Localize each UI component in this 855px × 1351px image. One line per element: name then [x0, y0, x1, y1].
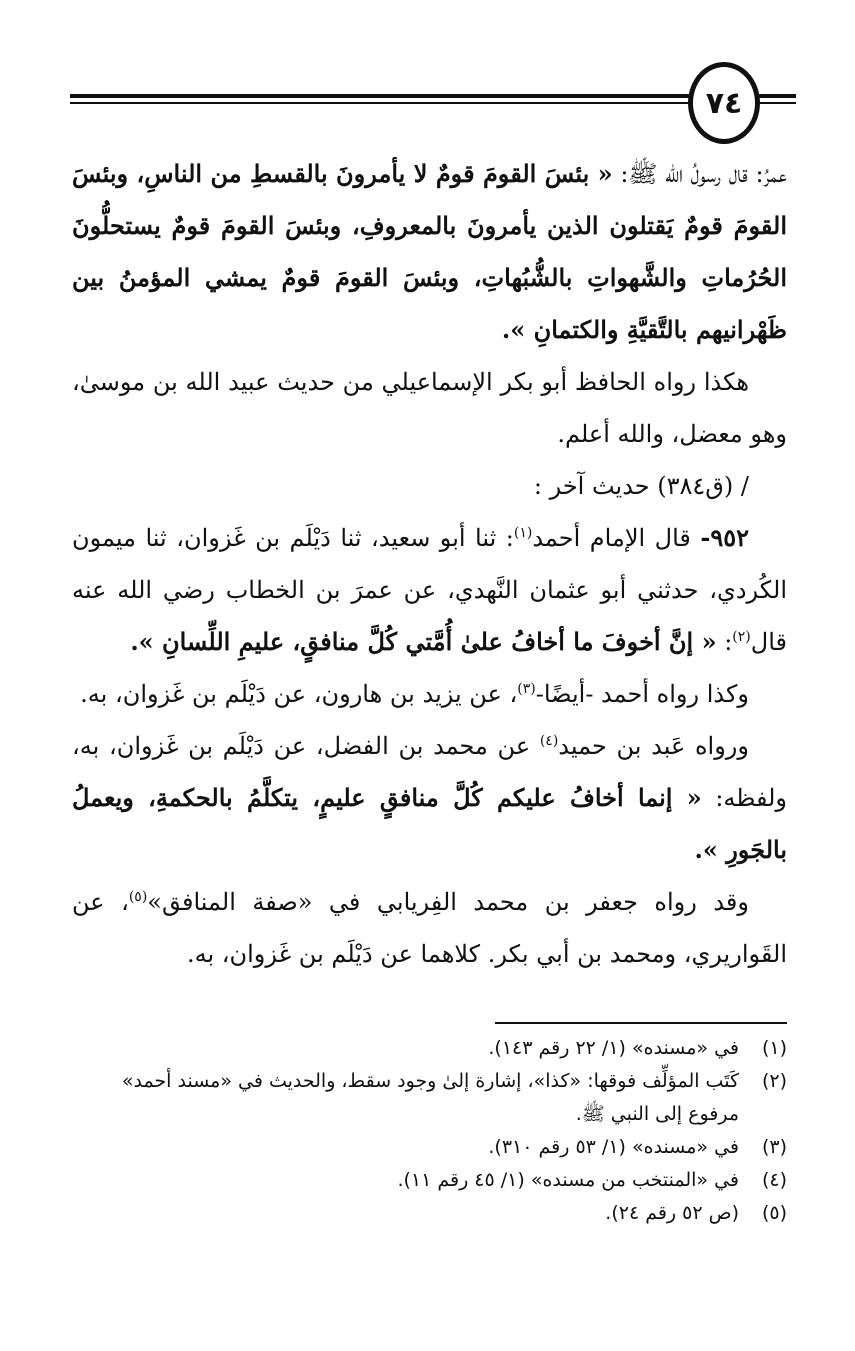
footnote-text: في «مسنده» (١/ ٥٣ رقم ٣١٠).: [488, 1136, 739, 1158]
paragraph-6: ورواه عَبد بن حميد$^{(٤)}$ عن محمد بن الفضل، عن دَيْلَم بن غَزوان، به، ولفظه: « إنما أخافُ عليكم كُلَّ منافقٍ عليمٍ، يتكلَّمُ بالحكمةِ، ويعملُ بالجَورِ ».: [72, 732, 788, 864]
header-rule-left-thin: [70, 102, 694, 104]
footnote-text: في «مسنده» (١/ ٢٢ رقم ١٤٣).: [488, 1037, 739, 1059]
footnote-number: (٤): [761, 1169, 787, 1191]
paragraph-5: وكذا رواه أحمد -أيضًا-$^{(٣)}$، عن يزيد بن هارون، عن دَيْلَم بن غَزوان، به.: [80, 680, 749, 708]
paragraph-2: هكذا رواه الحافظ أبو بكر الإسماعيلي من حديث عبيد الله بن موسىٰ، وهو معضل، والله أعلم.: [72, 368, 787, 448]
footnote-item: [72, 1065, 787, 1131]
hadith-quote-2: « إنَّ أخوفَ ما أخافُ علىٰ أُمَّتي كُلَّ منافقٍ، عليمِ اللِّسانِ ».: [130, 627, 717, 656]
footnote-item: [72, 1131, 787, 1164]
footnote-number: (٣): [761, 1136, 787, 1158]
hadith-quote-3: « إنما أخافُ عليكم كُلَّ منافقٍ عليمٍ، يتكلَّمُ بالحكمةِ، ويعملُ بالجَورِ ».: [72, 783, 787, 864]
footnote-ref-4[interactable]: (٤): [539, 733, 559, 749]
paragraph-7: وقد رواه جعفر بن محمد الفِريابي في «صفة المنافق»$^{(٥)}$، عن القَواريري، ومحمد بن أبي بكر. كلاهما عن دَيْلَم بن غَزوان، به.: [72, 888, 787, 968]
footnote-number: (١): [761, 1037, 787, 1059]
footnote-item: [72, 1032, 787, 1065]
footnote-text: في «المنتخب من مسنده» (١/ ٤٥ رقم ١١).: [397, 1169, 739, 1191]
page-number: ٧٤: [688, 62, 760, 144]
header-rule-left: [70, 94, 694, 98]
hadith-quote-1: « بئسَ القومَ قومٌ لا يأمرونَ بالقسطِ من الناسِ، وبئسَ القومَ قومٌ يَقتلون الذين يأمرونَ بالمعروفِ، وبئسَ القومَ قومٌ يستحلُّونَ الحُرُماتِ والشَّهواتِ بالشُّبُهاتِ، وبئسَ القومَ قومٌ يمشي المؤمنُ بين ظَهْرانيهم بالتَّقيَّةِ والكتمانِ ».: [72, 159, 787, 344]
section-heading: / (ق٣٨٤) حديث آخر :: [533, 472, 749, 500]
hadith-number: ٩٥٢-: [700, 523, 750, 552]
footnote-ref-5[interactable]: (٥): [128, 889, 148, 905]
page-header: [0, 0, 855, 140]
paragraph-1: عمرُ: قال رسولُ الله ﷺ: « بئسَ القومَ قومٌ لا يأمرونَ بالقسطِ من الناسِ، وبئسَ القومَ قومٌ يَقتلون الذين يأمرونَ بالمعروفِ، وبئسَ القومَ قومٌ يستحلُّونَ الحُرُماتِ والشَّهواتِ بالشُّبُهاتِ، وبئسَ القومَ قومٌ يمشي المؤمنُ بين ظَهْرانيهم بالتَّقيَّةِ والكتمانِ ».: [72, 159, 788, 344]
footnote-ref-3[interactable]: (٣): [517, 681, 536, 697]
footnote-number: (٢): [761, 1070, 787, 1092]
footnote-number: (٥): [761, 1202, 787, 1224]
footnote-ref-2[interactable]: (٢): [732, 629, 751, 645]
footnote-text: كَتَب المؤلِّف فوقها: «كذا»، إشارة إلىٰ وجود سقط، والحديث في «مسند أحمد» مرفوع إلى النبي ﷺ.: [121, 1070, 739, 1125]
hadith-entry: ٩٥٢- قال الإمام أحمد$^{(١)}$: ثنا أبو سعيد، ثنا دَيْلَم بن غَزوان، ثنا ميمون الكُردي، حدثني أبو عثمان النَّهدي، عن عمرَ بن الخطاب رضي الله عنه قال$^{(٢)}$: « إنَّ أخوفَ ما أخافُ علىٰ أُمَّتي كُلَّ منافقٍ، عليمِ اللِّسانِ ».: [72, 523, 787, 656]
footnote-item: [72, 1197, 787, 1230]
main-text: [72, 148, 787, 980]
footnote-text: (ص ٥٢ رقم ٢٤).: [605, 1202, 739, 1224]
footnote-ref-1[interactable]: (١): [513, 525, 533, 541]
footnotes: [72, 1032, 787, 1230]
footnote-item: [72, 1164, 787, 1197]
footnote-divider: [495, 1022, 787, 1024]
